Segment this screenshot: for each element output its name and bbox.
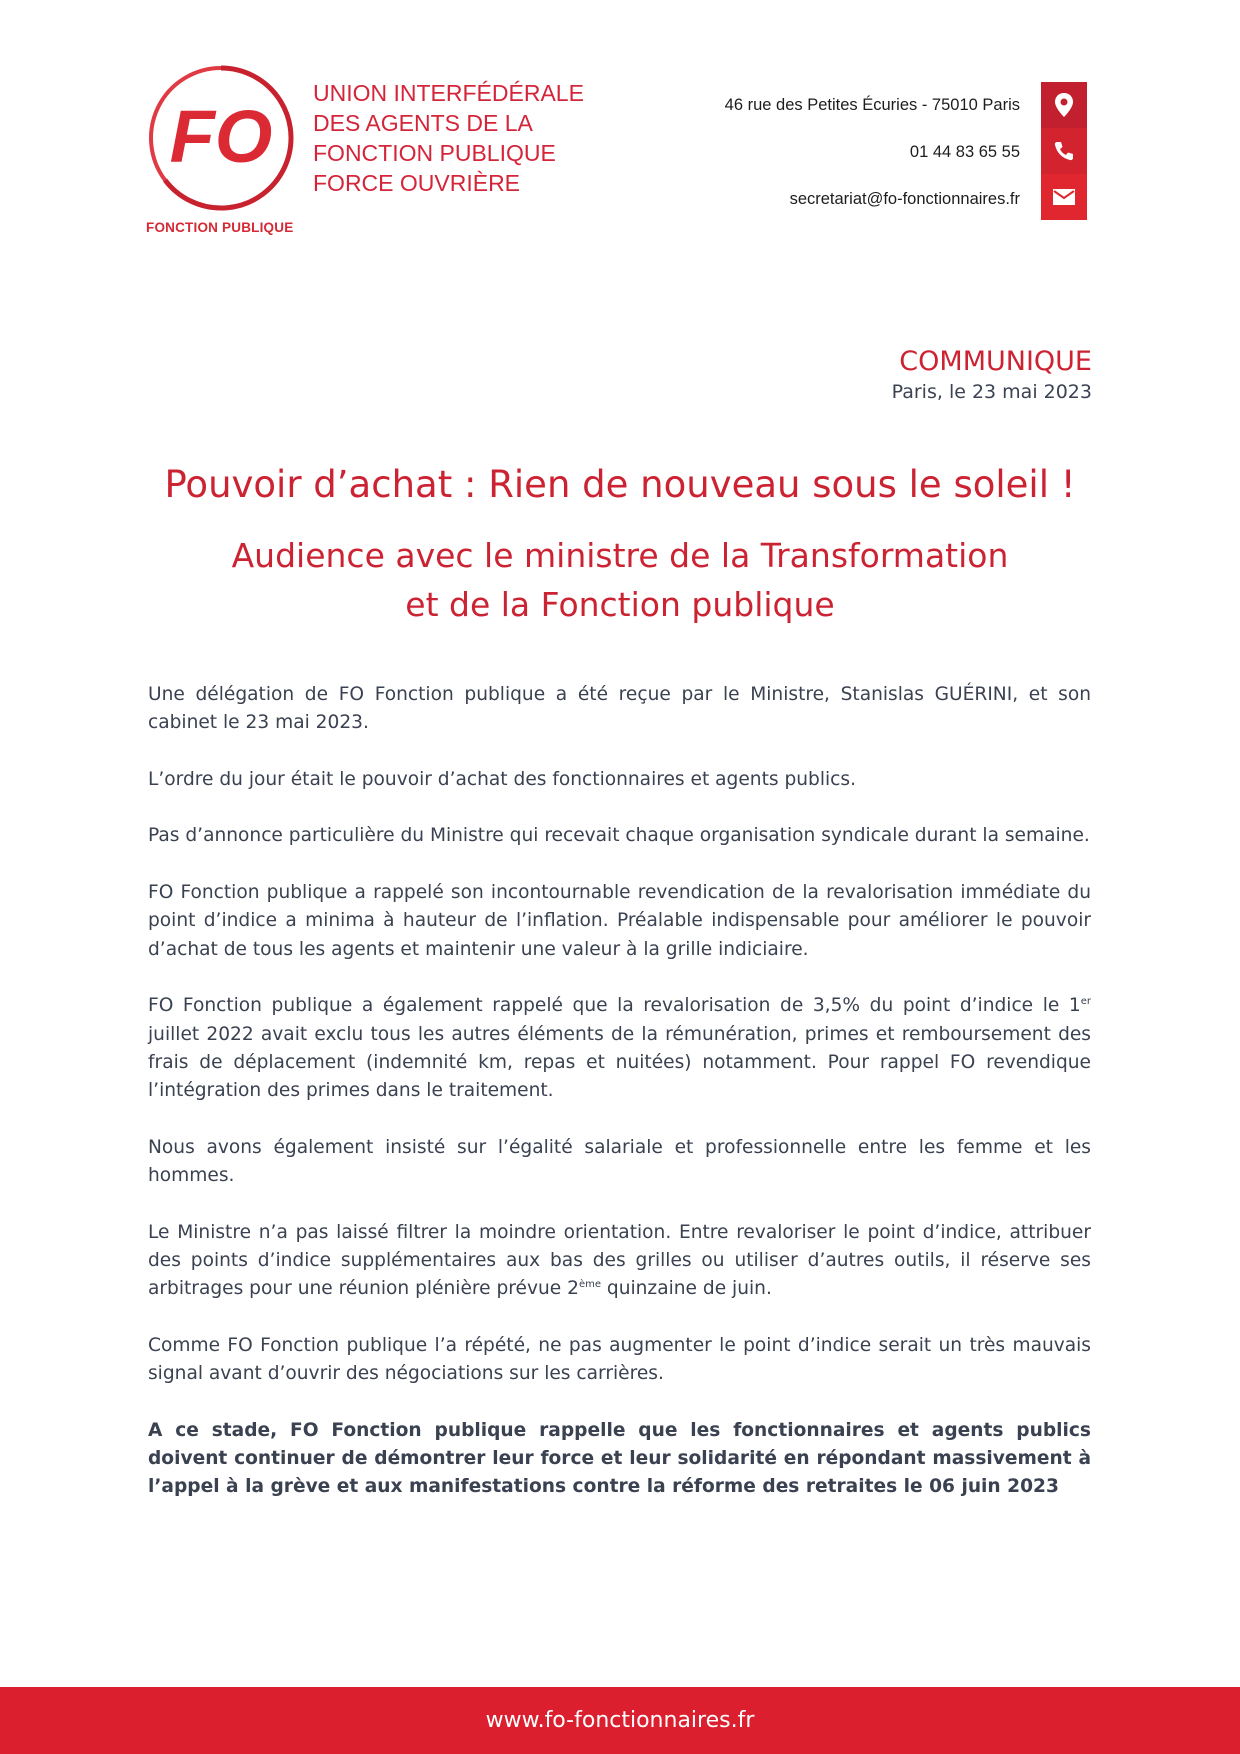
- paragraph-text: Le Ministre n’a pas laissé filtrer la moindre orientation. Entre revaloriser le point d’indice, attribuer des points d’indice supplémentaires aux bas des grilles ou utiliser d’autres outils, il réserve ses arbitrages pour une réunion plénière prévue 2: [148, 1221, 1091, 1300]
- phone-number: 01 44 83 65 55: [909, 143, 1020, 161]
- place-date: Paris, le 23 mai 2023: [891, 381, 1092, 403]
- document-body: [148, 681, 1091, 1530]
- paragraph-text: FO Fonction publique a également rappelé que la revalorisation de 3,5% du point d’indice le 1: [148, 995, 1081, 1017]
- logo-caption: FONCTION PUBLIQUE: [146, 220, 294, 235]
- paragraph: Comme FO Fonction publique l’a répété, ne pas augmenter le point d’indice serait un très mauvais signal avant d’ouvrir des négociations sur les carrières.: [148, 1334, 1091, 1385]
- paragraph: Une délégation de FO Fonction publique a été reçue par le Ministre, Stanislas GUÉRINI, et son cabinet le 23 mai 2023.: [148, 684, 1091, 734]
- org-name-line: DES AGENTS DE LA: [313, 110, 533, 136]
- email-address[interactable]: secretariat@fo-fonctionnaires.fr: [789, 190, 1020, 208]
- paragraph: L’ordre du jour était le pouvoir d’achat des fonctionnaires et agents publics.: [148, 768, 857, 790]
- website-link[interactable]: www.fo-fonctionnaires.fr: [485, 1708, 755, 1733]
- paragraph-text: quinzaine de juin.: [600, 1278, 772, 1300]
- paragraph-text: juillet 2022 avait exclu tous les autres éléments de la rémunération, primes et remboursement des frais de déplacement (indemnité km, repas et nuitées) notamment. Pour rappel FO revendique l’intégration des primes dans le traitement.: [148, 1023, 1091, 1102]
- paragraph: Nous avons également insisté sur l’égalité salariale et professionnelle entre les femme et les hommes.: [148, 1136, 1091, 1187]
- org-name-line: FONCTION PUBLIQUE: [313, 140, 556, 166]
- organization-name: [313, 78, 584, 198]
- envelope-icon: [1041, 174, 1087, 220]
- paragraph: FO Fonction publique a rappelé son incontournable revendication de la revalorisation immédiate du point d’indice a minima à hauteur de l’inflation. Préalable indispensable pour améliorer le pouvoir d’achat de tous les agents et maintenir une valeur à la grille indiciaire.: [148, 882, 1091, 960]
- paragraph: [148, 1219, 1091, 1304]
- location-pin-icon: [1041, 82, 1087, 128]
- org-name-line: FORCE OUVRIÈRE: [313, 170, 521, 196]
- logo-text: FO: [169, 95, 273, 178]
- address: 46 rue des Petites Écuries - 75010 Paris: [724, 96, 1020, 114]
- page-subtitle: [0, 531, 1240, 629]
- page-title: Pouvoir d’achat : Rien de nouveau sous le soleil !: [164, 463, 1076, 506]
- subtitle-line: et de la Fonction publique: [405, 585, 835, 624]
- footer-bar: [0, 1687, 1240, 1754]
- paragraph: [148, 992, 1091, 1105]
- document-type: COMMUNIQUE: [899, 346, 1092, 377]
- contact-icon-strip: [1041, 82, 1087, 220]
- subtitle-line: Audience avec le ministre de la Transformation: [231, 536, 1009, 575]
- org-name-line: UNION INTERFÉDÉRALE: [313, 80, 584, 106]
- superscript: er: [1080, 996, 1091, 1008]
- contact-info: [725, 82, 1020, 223]
- phone-icon: [1041, 128, 1087, 174]
- closing-statement: A ce stade, FO Fonction publique rappelle que les fonctionnaires et agents publics doivent continuer de démontrer leur force et leur solidarité en répondant massivement à l’appel à la grève et aux manifestations contre la réforme des retraites le 06 juin 2023: [148, 1419, 1091, 1498]
- paragraph: Pas d’annonce particulière du Ministre qui recevait chaque organisation syndicale durant la semaine.: [148, 825, 1090, 847]
- communique-header: [892, 345, 1092, 405]
- fo-logo: [145, 62, 297, 214]
- superscript: ème: [578, 1279, 601, 1291]
